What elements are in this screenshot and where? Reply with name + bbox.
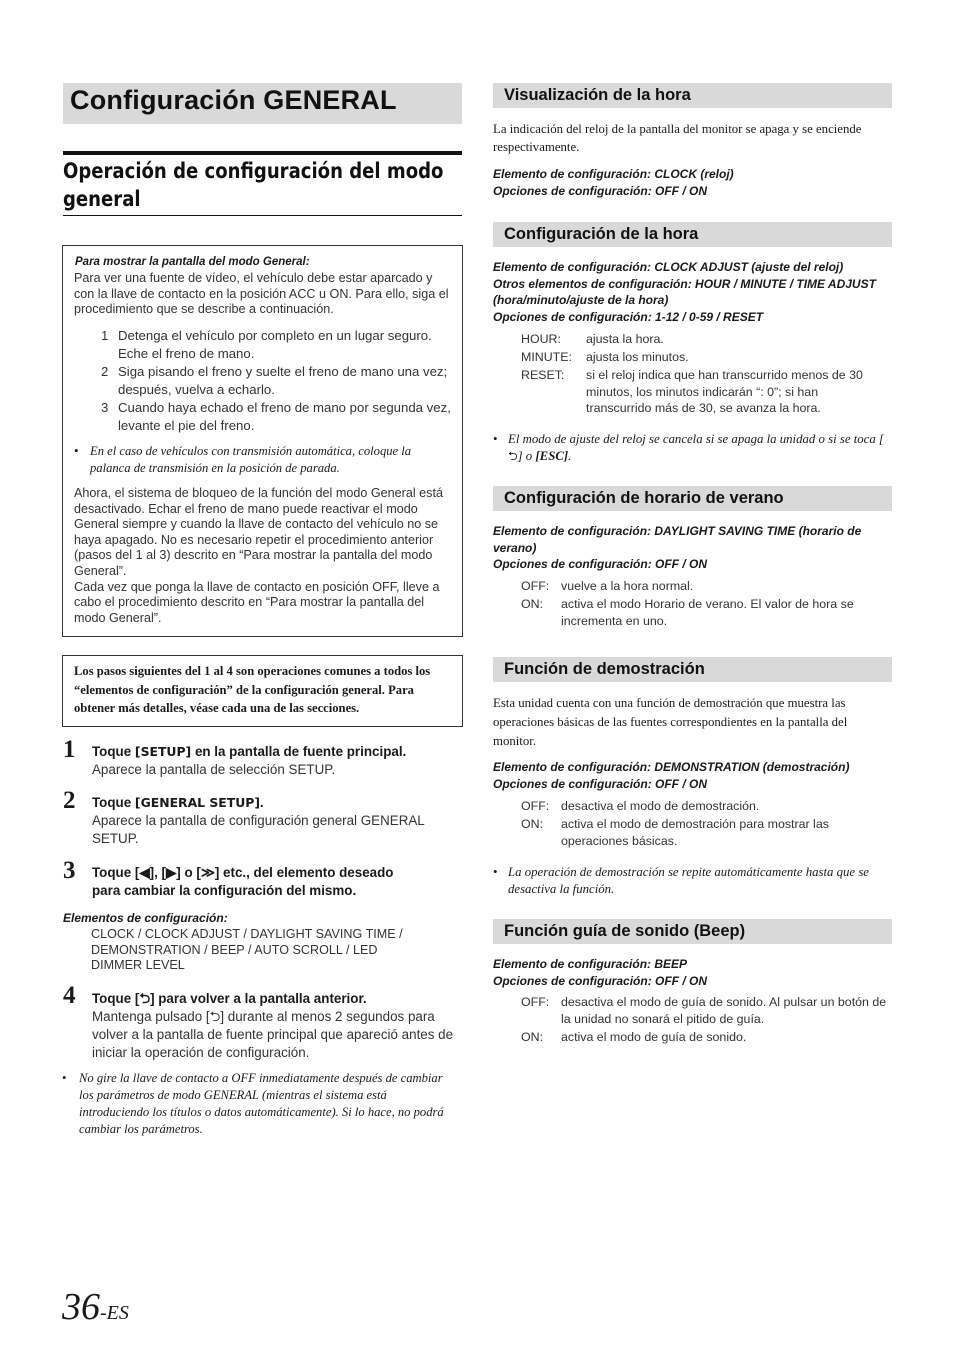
section-rule-bottom (63, 215, 462, 216)
demo-settings: Elemento de configuración: DEMONSTRATION (demostración) Opciones de configuración: OFF / ON (493, 760, 850, 791)
box-heading: Para mostrar la pantalla del modo General: (75, 256, 310, 268)
section-title: Operación de configuración del modo general (63, 159, 444, 211)
box-step-list (101, 327, 451, 435)
page-title: Configuración GENERAL (70, 85, 397, 115)
option-row: RESET: si el reloj indica que han transcurrido menos de 30 minutos, los minutos indicarán “: 0”; si han transcurrido más de 30, se avanza la hora. (521, 368, 863, 416)
general-setup-key: [GENERAL SETUP] (134, 795, 261, 810)
clock-description: La indicación del reloj de la pantalla del monitor se apaga y se enciende respectivamente. (493, 122, 862, 154)
box-paragraph: Ahora, el sistema de bloqueo de la función del modo General está desactivado. Echar el freno de mano puede reactivar el modo General siempre y cuando la llave de contacto del vehículo no se haya apagado. No es necesario repetir el procedimiento anterior (pasos del 1 al 3) descrito en “Para mostrar la pantalla del modo General”. Cada vez que ponga la llave de contacto en posición OFF, lleve a cabo el procedimiento descrito en “Para mostrar la pantalla del modo General”. (74, 486, 443, 625)
bullet: • (493, 864, 498, 879)
step-1: Toque [SETUP] en la pantalla de fuente principal. Aparece la pantalla de selección SETUP. (92, 744, 407, 777)
step-2: Toque [GENERAL SETUP]. Aparece la pantalla de configuración general GENERAL SETUP. (92, 795, 425, 846)
step-number: 3 (63, 857, 76, 884)
demo-note: • La operación de demostración se repite automáticamente hasta que se desactiva la función. (493, 864, 869, 896)
daylight-settings: Elemento de configuración: DAYLIGHT SAVING TIME (horario de verano) Opciones de configuración: OFF / ON (493, 524, 862, 571)
general-mode-info-box (62, 245, 463, 637)
bullet: • (74, 443, 79, 458)
common-steps-text: Los pasos siguientes del 1 al 4 son operaciones comunes a todos los “elementos de configuración” de la configuración general. Para obtener más detalles, véase cada una de las secciones. (74, 664, 431, 715)
clock-adjust-note: • El modo de ajuste del reloj se cancela si se apaga la unidad o si se toca [⮌] o [ESC]. (493, 431, 884, 463)
option-row: ON: activa el modo Horario de verano. El valor de hora se incrementa en uno. (521, 597, 854, 628)
option-row: ON: activa el modo de demostración para mostrar las operaciones básicas. (521, 817, 829, 848)
bullet: • (62, 1070, 67, 1085)
daylight-options-table (521, 578, 891, 629)
page-title-bar (63, 83, 462, 124)
box-note: • En el caso de vehículos con transmisión automática, coloque la palanca de transmisión en la posición de parada. (74, 443, 412, 475)
step-3: Toque [◀], [▶] o [≫] etc., del elemento deseado para cambiar la configuración del mismo. (92, 865, 394, 898)
return-icon: ⮌ (508, 449, 518, 463)
demo-description: Esta unidad cuenta con una función de demostración que muestra las operaciones básicas de las fuentes correspondientes en la pantalla del monitor. (493, 696, 848, 748)
box-step: 1 Detenga el vehículo por completo en un lugar seguro. Eche el freno de mano. (101, 328, 432, 361)
beep-section-header: Función guía de sonido (Beep) (493, 919, 892, 944)
clock-settings: Elemento de configuración: CLOCK (reloj) Opciones de configuración: OFF / ON (493, 167, 734, 198)
clock-adjust-section-header: Configuración de la hora (493, 222, 892, 247)
box-step: 3 Cuando haya echado el freno de mano por segunda vez, levante el pie del freno. (101, 400, 451, 433)
step-4: Toque [⮌] para volver a la pantalla anterior. Mantenga pulsado [⮌] durante al menos 2 segundos para volver a la pantalla de fuente principal que apareció antes de iniciar la operación de configuración. (92, 991, 454, 1060)
common-steps-box (62, 655, 463, 727)
page-number: 36-ES (62, 1286, 129, 1328)
demo-options-table (521, 798, 891, 849)
clock-adjust-options-table (521, 331, 871, 417)
page-number-suffix: -ES (100, 1302, 129, 1324)
elements-list: CLOCK / CLOCK ADJUST / DAYLIGHT SAVING TIME / DEMONSTRATION / BEEP / AUTO SCROLL / LED DIMMER LEVEL (91, 927, 403, 973)
elements-label: Elementos de configuración: (63, 911, 228, 925)
clock-section-header: Visualización de la hora (493, 83, 892, 108)
section-rule-top (63, 151, 462, 155)
bullet: • (493, 431, 498, 446)
option-row: ON: activa el modo de guía de sonido. (521, 1029, 747, 1044)
step-number: 1 (63, 736, 76, 763)
daylight-section-header: Configuración de horario de verano (493, 486, 892, 511)
beep-settings: Elemento de configuración: BEEP Opciones de configuración: OFF / ON (493, 957, 708, 988)
option-row: OFF: vuelve a la hora normal. (521, 579, 694, 593)
step-number: 4 (63, 982, 76, 1009)
beep-options-table (521, 994, 891, 1045)
box-step: 2 Siga pisando el freno y suelte el freno de mano una vez; después, vuelva a echarlo. (101, 364, 448, 397)
option-row: HOUR: ajusta la hora. (521, 332, 664, 346)
option-row: MINUTE: ajusta los minutos. (521, 350, 689, 365)
clock-adjust-settings: Elemento de configuración: CLOCK ADJUST (ajuste del reloj) Otros elementos de configuración: HOUR / MINUTE / TIME ADJUST (hora/minuto/ajuste de la hora) Opciones de configuración: 1-12 / 0-59 / RESET (493, 260, 876, 324)
option-row: OFF: desactiva el modo de demostración. (521, 799, 760, 813)
left-note: • No gire la llave de contacto a OFF inmediatamente después de cambiar los parámetros de modo GENERAL (mientras el sistema está introduciendo los títulos o datos automáticamente). Si lo hace, no podrá cambiar los parámetros. (62, 1070, 444, 1136)
setup-key: [SETUP] (134, 744, 192, 759)
option-row: OFF: desactiva el modo de guía de sonido. Al pulsar un botón de la unidad no sonará el pitido de guía. (521, 995, 887, 1026)
demo-section-header: Función de demostración (493, 657, 892, 682)
step-number: 2 (63, 787, 76, 814)
box-intro: Para ver una fuente de vídeo, el vehículo debe estar aparcado y con la llave de contacto en la posición ACC u ON. Para ello, siga el procedimiento que se describe a continuación. (74, 271, 449, 317)
